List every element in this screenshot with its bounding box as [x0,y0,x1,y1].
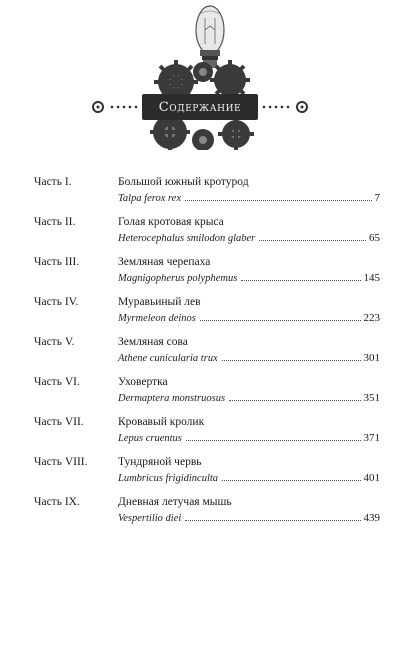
latin-row [118,432,380,448]
dot-leader [185,520,360,521]
chapter-title: Тундряной червь [118,456,202,468]
toc-entry [0,176,400,212]
page-number: 145 [363,272,380,284]
toc-entry [0,456,400,492]
toc-entry [0,256,400,292]
page-number: 223 [363,312,380,324]
latin-row [118,312,380,328]
page-number: 351 [363,392,380,404]
latin-row [118,512,380,528]
title-plate [142,94,258,120]
dot-leader [229,400,360,401]
part-label: Часть IX. [34,496,80,508]
steampunk-header [0,0,400,150]
toc-entry [0,496,400,532]
latin-name: Lumbricus frigidinculta [118,473,219,484]
latin-name: Talpa ferox rex [118,193,181,204]
chapter-title: Большой южный кротурод [118,176,249,188]
latin-name: Athene cunicularia trux [118,353,218,364]
page-number: 401 [363,472,380,484]
dot-leader [185,200,372,201]
part-label: Часть III. [34,256,80,268]
chapter-title: Земляная сова [118,336,188,348]
latin-name: Myrmeleon deinos [118,313,196,324]
part-label: Часть VI. [34,376,80,388]
dot-leader [222,480,360,481]
chapter-title: Голая кротовая крыса [118,216,224,228]
page-number: 371 [363,432,380,444]
latin-name: Vespertilio diei [118,513,182,524]
latin-name: Magnigopherus polyphemus [118,273,238,284]
chapter-title: Муравьиный лев [118,296,201,308]
dot-leader [186,440,361,441]
latin-row [118,232,380,248]
chapter-title: Уховертка [118,376,168,388]
dot-leader [200,320,361,321]
small-gear-left-icon [93,102,103,112]
gears-lightbulb-illustration [0,0,400,150]
chapter-title: Кровавый кролик [118,416,205,428]
dot-leader [241,280,360,281]
small-gear-right-icon [297,102,307,112]
page-number: 301 [363,352,380,364]
chapter-title: Дневная летучая мышь [118,496,232,508]
page-number: 65 [369,232,380,244]
latin-row [118,392,380,408]
latin-row [118,352,380,368]
latin-name: Heterocephalus smilodon glaber [118,233,256,244]
toc-entry [0,376,400,412]
part-label: Часть VIII. [34,456,88,468]
latin-row [118,472,380,488]
part-label: Часть I. [34,176,72,188]
part-label: Часть VII. [34,416,84,428]
page-title: Содержание [158,99,242,115]
toc-entry [0,216,400,252]
toc-entry [0,296,400,332]
page-number: 439 [363,512,380,524]
dot-leader [222,360,361,361]
page-number: 7 [374,192,380,204]
part-label: Часть II. [34,216,76,228]
chapter-title: Земляная черепаха [118,256,211,268]
latin-row [118,192,380,208]
dot-leader [259,240,366,241]
part-label: Часть IV. [34,296,79,308]
toc-entry [0,416,400,452]
latin-name: Lepus cruentus [118,433,182,444]
part-label: Часть V. [34,336,75,348]
toc-entry [0,336,400,372]
latin-row [118,272,380,288]
latin-name: Dermaptera monstruosus [118,393,226,404]
lightbulb-icon [196,6,224,68]
